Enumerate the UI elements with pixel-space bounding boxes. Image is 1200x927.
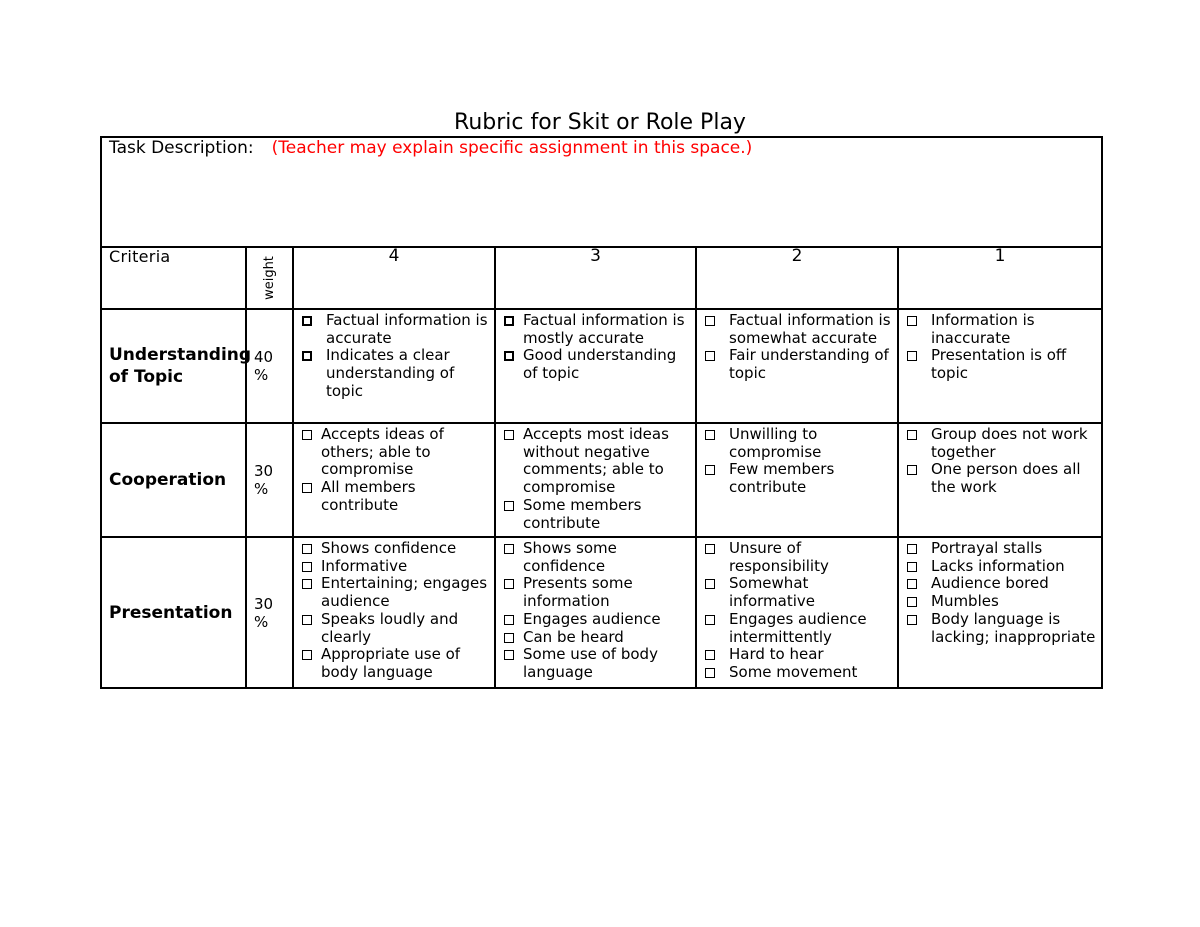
- criterion-weight: 40 %: [246, 309, 293, 423]
- checkbox-item: Audience bored: [905, 575, 1097, 593]
- checkbox-item: Few members contribute: [703, 461, 893, 496]
- checkbox-item: Some use of body language: [502, 646, 691, 681]
- checkbox-item: Engages audience intermittently: [703, 611, 893, 646]
- checkbox-item: Group does not work together: [905, 426, 1097, 461]
- task-description-cell: [101, 137, 1102, 247]
- checkbox-item: Can be heard: [502, 629, 691, 647]
- checkbox-item: Indicates a clear understanding of topic: [300, 347, 490, 400]
- rubric-table: [100, 136, 1103, 689]
- page-title: Rubric for Skit or Role Play: [454, 110, 746, 135]
- weight-header-label: weight: [261, 256, 277, 300]
- checkbox-item: Presentation is off topic: [905, 347, 1097, 382]
- score-header-1: 1: [898, 247, 1102, 309]
- checkbox-item: Shows confidence: [300, 540, 490, 558]
- criterion-weight: 30 %: [246, 537, 293, 688]
- rubric-row-presentation: [101, 537, 1102, 688]
- rubric-row-cooperation: [101, 423, 1102, 537]
- checkbox-item: Factual information is accurate: [300, 312, 490, 347]
- checkbox-item: Some movement: [703, 664, 893, 682]
- checkbox-item: Body language is lacking; inappropriate: [905, 611, 1097, 646]
- checkbox-item: Accepts ideas of others; able to compromise: [300, 426, 490, 479]
- score-3-cell: [495, 537, 696, 688]
- score-header-3: 3: [495, 247, 696, 309]
- score-4-cell: [293, 537, 495, 688]
- score-2-cell: [696, 309, 898, 423]
- score-header-4: 4: [293, 247, 495, 309]
- checkbox-item: Appropriate use of body language: [300, 646, 490, 681]
- checkbox-item: Informative: [300, 558, 490, 576]
- rubric-row-understanding: [101, 309, 1102, 423]
- checkbox-item: Portrayal stalls: [905, 540, 1097, 558]
- criterion-name: Presentation: [101, 537, 246, 688]
- score-4-cell: [293, 423, 495, 537]
- checkbox-item: Accepts most ideas without negative comments; able to compromise: [502, 426, 691, 497]
- checkbox-item: Fair understanding of topic: [703, 347, 893, 382]
- task-description-label: Task Description:: [109, 138, 254, 158]
- score-2-cell: [696, 537, 898, 688]
- checkbox-item: Entertaining; engages audience: [300, 575, 490, 610]
- checkbox-item: Hard to hear: [703, 646, 893, 664]
- score-1-cell: [898, 537, 1102, 688]
- checkbox-item: Somewhat informative: [703, 575, 893, 610]
- checkbox-item: Factual information is mostly accurate: [502, 312, 691, 347]
- checkbox-item: Unsure of responsibility: [703, 540, 893, 575]
- task-description-note: (Teacher may explain specific assignment in this space.): [271, 138, 753, 158]
- checkbox-item: Information is inaccurate: [905, 312, 1097, 347]
- score-header-2: 2: [696, 247, 898, 309]
- checkbox-item: All members contribute: [300, 479, 490, 514]
- checkbox-item: Shows some confidence: [502, 540, 691, 575]
- criterion-weight: 30 %: [246, 423, 293, 537]
- criterion-name: Understanding of Topic: [101, 309, 246, 423]
- checkbox-item: Unwilling to compromise: [703, 426, 893, 461]
- checkbox-item: Some members contribute: [502, 497, 691, 532]
- checkbox-item: Engages audience: [502, 611, 691, 629]
- checkbox-item: Factual information is somewhat accurate: [703, 312, 893, 347]
- score-2-cell: [696, 423, 898, 537]
- checkbox-item: Good understanding of topic: [502, 347, 691, 382]
- criterion-name: Cooperation: [101, 423, 246, 537]
- score-3-cell: [495, 309, 696, 423]
- checkbox-item: Lacks information: [905, 558, 1097, 576]
- criteria-header: Criteria: [101, 247, 246, 309]
- checkbox-item: Speaks loudly and clearly: [300, 611, 490, 646]
- score-4-cell: [293, 309, 495, 423]
- checkbox-item: Mumbles: [905, 593, 1097, 611]
- checkbox-item: One person does all the work: [905, 461, 1097, 496]
- score-1-cell: [898, 423, 1102, 537]
- score-1-cell: [898, 309, 1102, 423]
- checkbox-item: Presents some information: [502, 575, 691, 610]
- weight-header: [246, 247, 293, 309]
- score-3-cell: [495, 423, 696, 537]
